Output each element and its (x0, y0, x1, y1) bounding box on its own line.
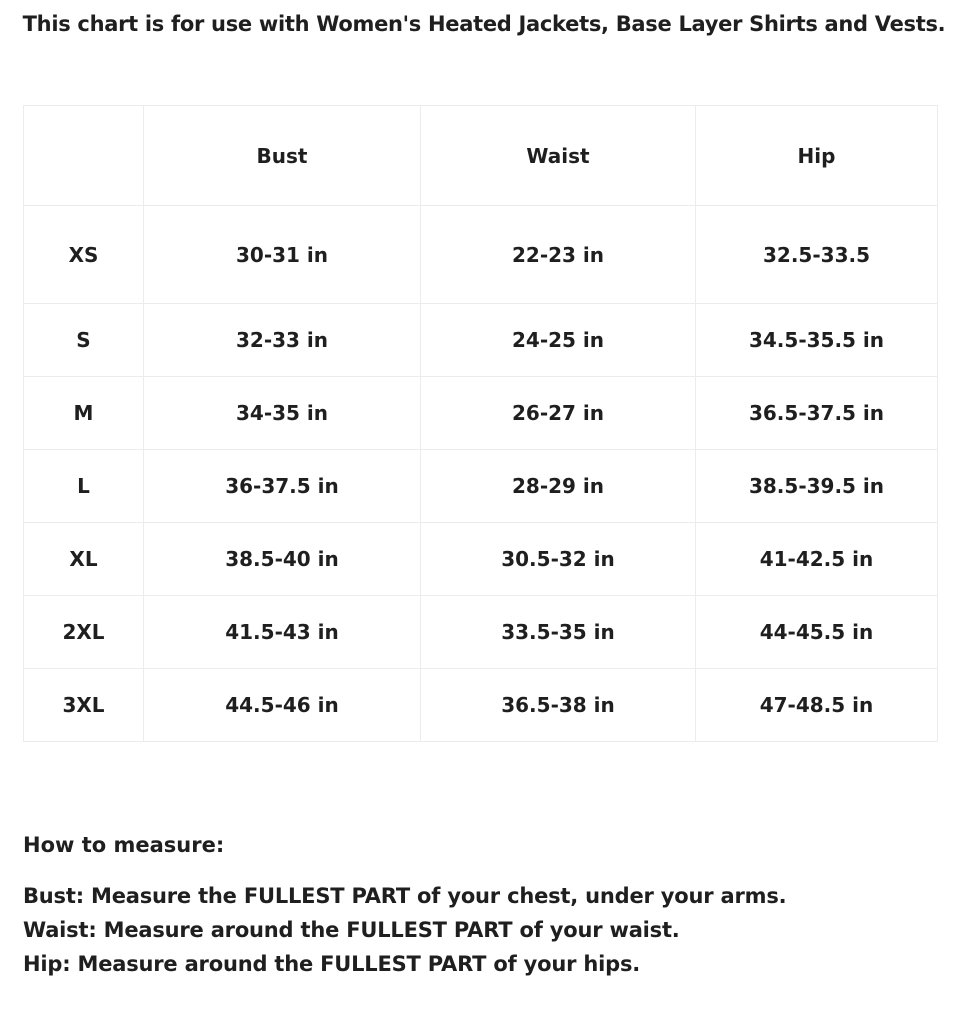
bust-value: 44.5-46 in (144, 669, 421, 742)
hip-value: 44-45.5 in (696, 596, 938, 669)
how-to-measure-heading: How to measure: (23, 833, 225, 857)
waist-value: 28-29 in (421, 450, 696, 523)
table-row (24, 206, 938, 304)
table-row (24, 377, 938, 450)
bust-value: 32-33 in (144, 304, 421, 377)
size-label: 2XL (24, 596, 144, 669)
table-row (24, 523, 938, 596)
hip-value: 47-48.5 in (696, 669, 938, 742)
size-chart-table (23, 105, 938, 742)
size-label: XL (24, 523, 144, 596)
waist-value: 22-23 in (421, 206, 696, 304)
bust-value: 38.5-40 in (144, 523, 421, 596)
measure-instructions (23, 879, 786, 981)
chart-intro-text: This chart is for use with Women's Heated Jackets, Base Layer Shirts and Vests. (22, 12, 946, 36)
size-label: S (24, 304, 144, 377)
bust-value: 30-31 in (144, 206, 421, 304)
hip-value: 34.5-35.5 in (696, 304, 938, 377)
waist-value: 33.5-35 in (421, 596, 696, 669)
bust-value: 36-37.5 in (144, 450, 421, 523)
header-waist: Waist (421, 106, 696, 206)
waist-value: 24-25 in (421, 304, 696, 377)
size-label: XS (24, 206, 144, 304)
waist-value: 30.5-32 in (421, 523, 696, 596)
table-header-row (24, 106, 938, 206)
size-label: M (24, 377, 144, 450)
bust-value: 41.5-43 in (144, 596, 421, 669)
hip-value: 41-42.5 in (696, 523, 938, 596)
hip-value: 38.5-39.5 in (696, 450, 938, 523)
hip-value: 36.5-37.5 in (696, 377, 938, 450)
size-label: L (24, 450, 144, 523)
size-label: 3XL (24, 669, 144, 742)
header-size-corner (24, 106, 144, 206)
waist-value: 26-27 in (421, 377, 696, 450)
waist-instruction: Waist: Measure around the FULLEST PART of your waist. (23, 918, 680, 942)
waist-value: 36.5-38 in (421, 669, 696, 742)
table-row (24, 450, 938, 523)
hip-value: 32.5-33.5 (696, 206, 938, 304)
bust-value: 34-35 in (144, 377, 421, 450)
hip-instruction: Hip: Measure around the FULLEST PART of your hips. (23, 952, 641, 976)
header-hip: Hip (696, 106, 938, 206)
table-row (24, 669, 938, 742)
table-row (24, 596, 938, 669)
bust-instruction: Bust: Measure the FULLEST PART of your chest, under your arms. (23, 884, 787, 908)
table-row (24, 304, 938, 377)
header-bust: Bust (144, 106, 421, 206)
